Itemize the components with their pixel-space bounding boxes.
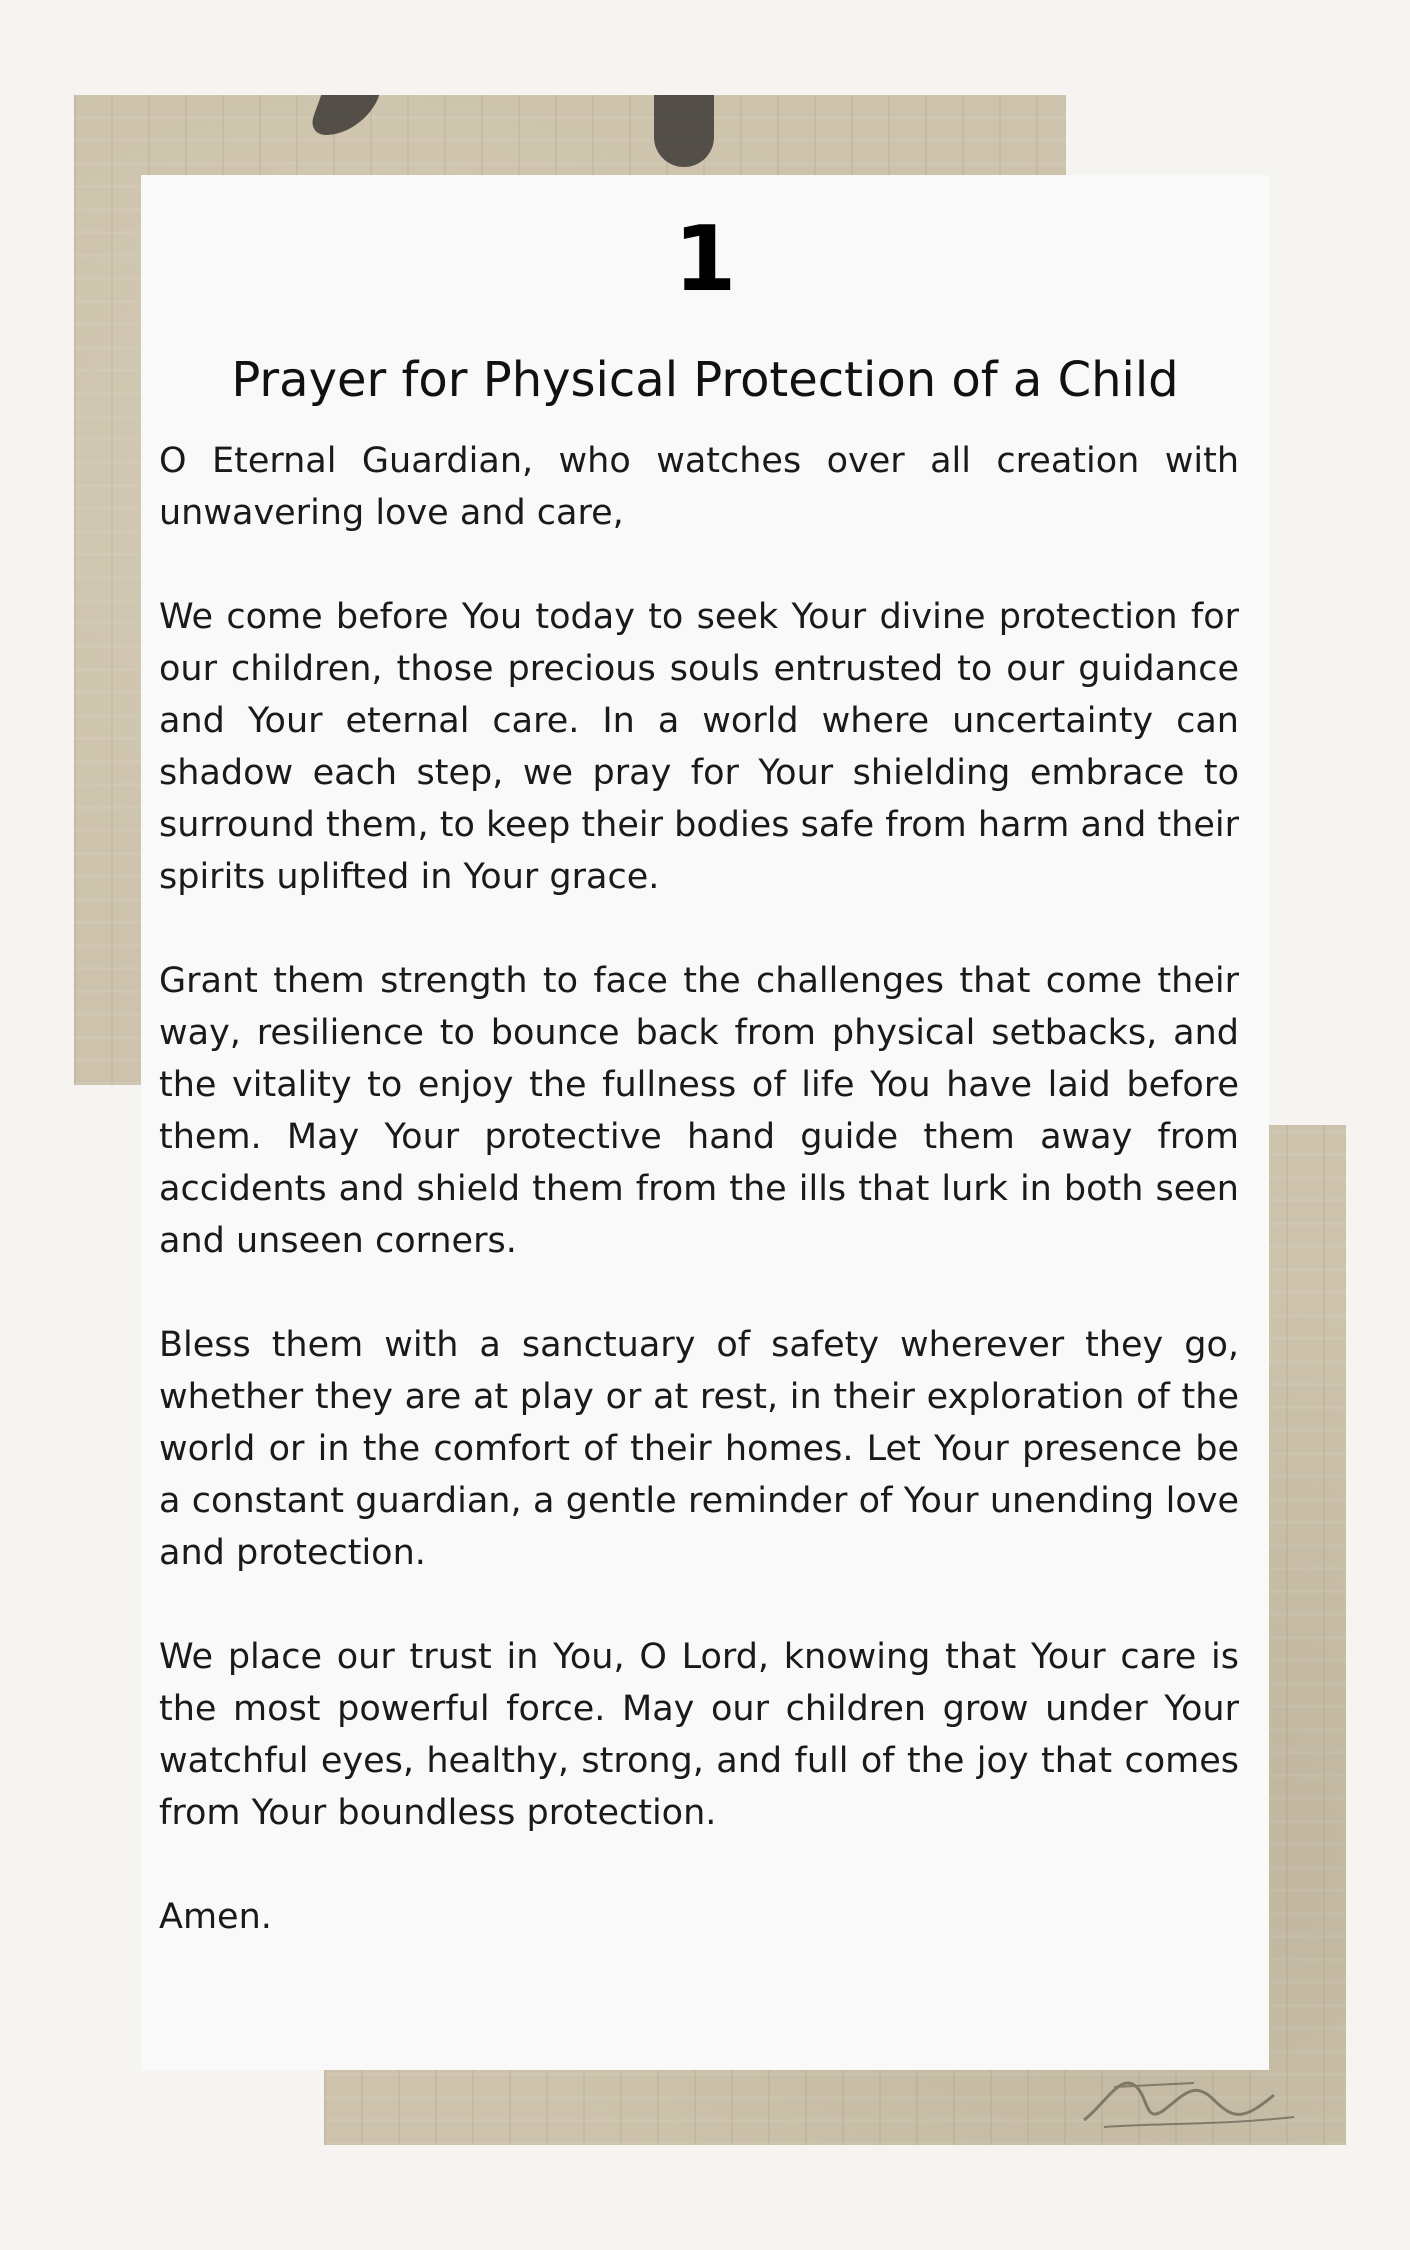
page-number: 1 xyxy=(673,207,737,312)
prayer-paragraph: Bless them with a sanctuary of safety wherever they go, whether they are at play or at rest, in their exploration of the world or in the comfort of their homes. Let Your presence be a constant guardian, a gentle reminder of Your unending love and protection. xyxy=(159,1325,1239,1573)
prayer-card xyxy=(141,175,1269,2070)
prayer-paragraph: We come before You today to seek Your divine protection for our children, those precious souls entrusted to our guidance and Your eternal care. In a world where uncertainty can shadow each step, we pray for Your shielding embrace to surround them, to keep their bodies safe from harm and their spirits uplifted in Your grace. xyxy=(159,597,1239,897)
prayer-title: Prayer for Physical Protection of a Child xyxy=(231,352,1179,408)
prayer-closing: Amen. xyxy=(159,1897,272,1937)
prayer-paragraph: We place our trust in You, O Lord, knowing that Your care is the most powerful force. May our children grow under Your watchful eyes, healthy, strong, and full of the joy that comes from Your boundless protection. xyxy=(159,1637,1239,1833)
ink-blot xyxy=(307,95,380,135)
prayer-body xyxy=(159,435,1239,1943)
handwritten-scribble-icon xyxy=(1074,2065,1304,2135)
prayer-paragraph: Grant them strength to face the challenges that come their way, resilience to bounce back from physical setbacks, and the vitality to enjoy the fullness of life You have laid before them. May Your protective hand guide them away from accidents and shield them from the ills that lurk in both seen and unseen corners. xyxy=(159,961,1239,1261)
ink-blot xyxy=(654,95,714,167)
prayer-paragraph: O Eternal Guardian, who watches over all creation with unwavering love and care, xyxy=(159,441,1239,533)
